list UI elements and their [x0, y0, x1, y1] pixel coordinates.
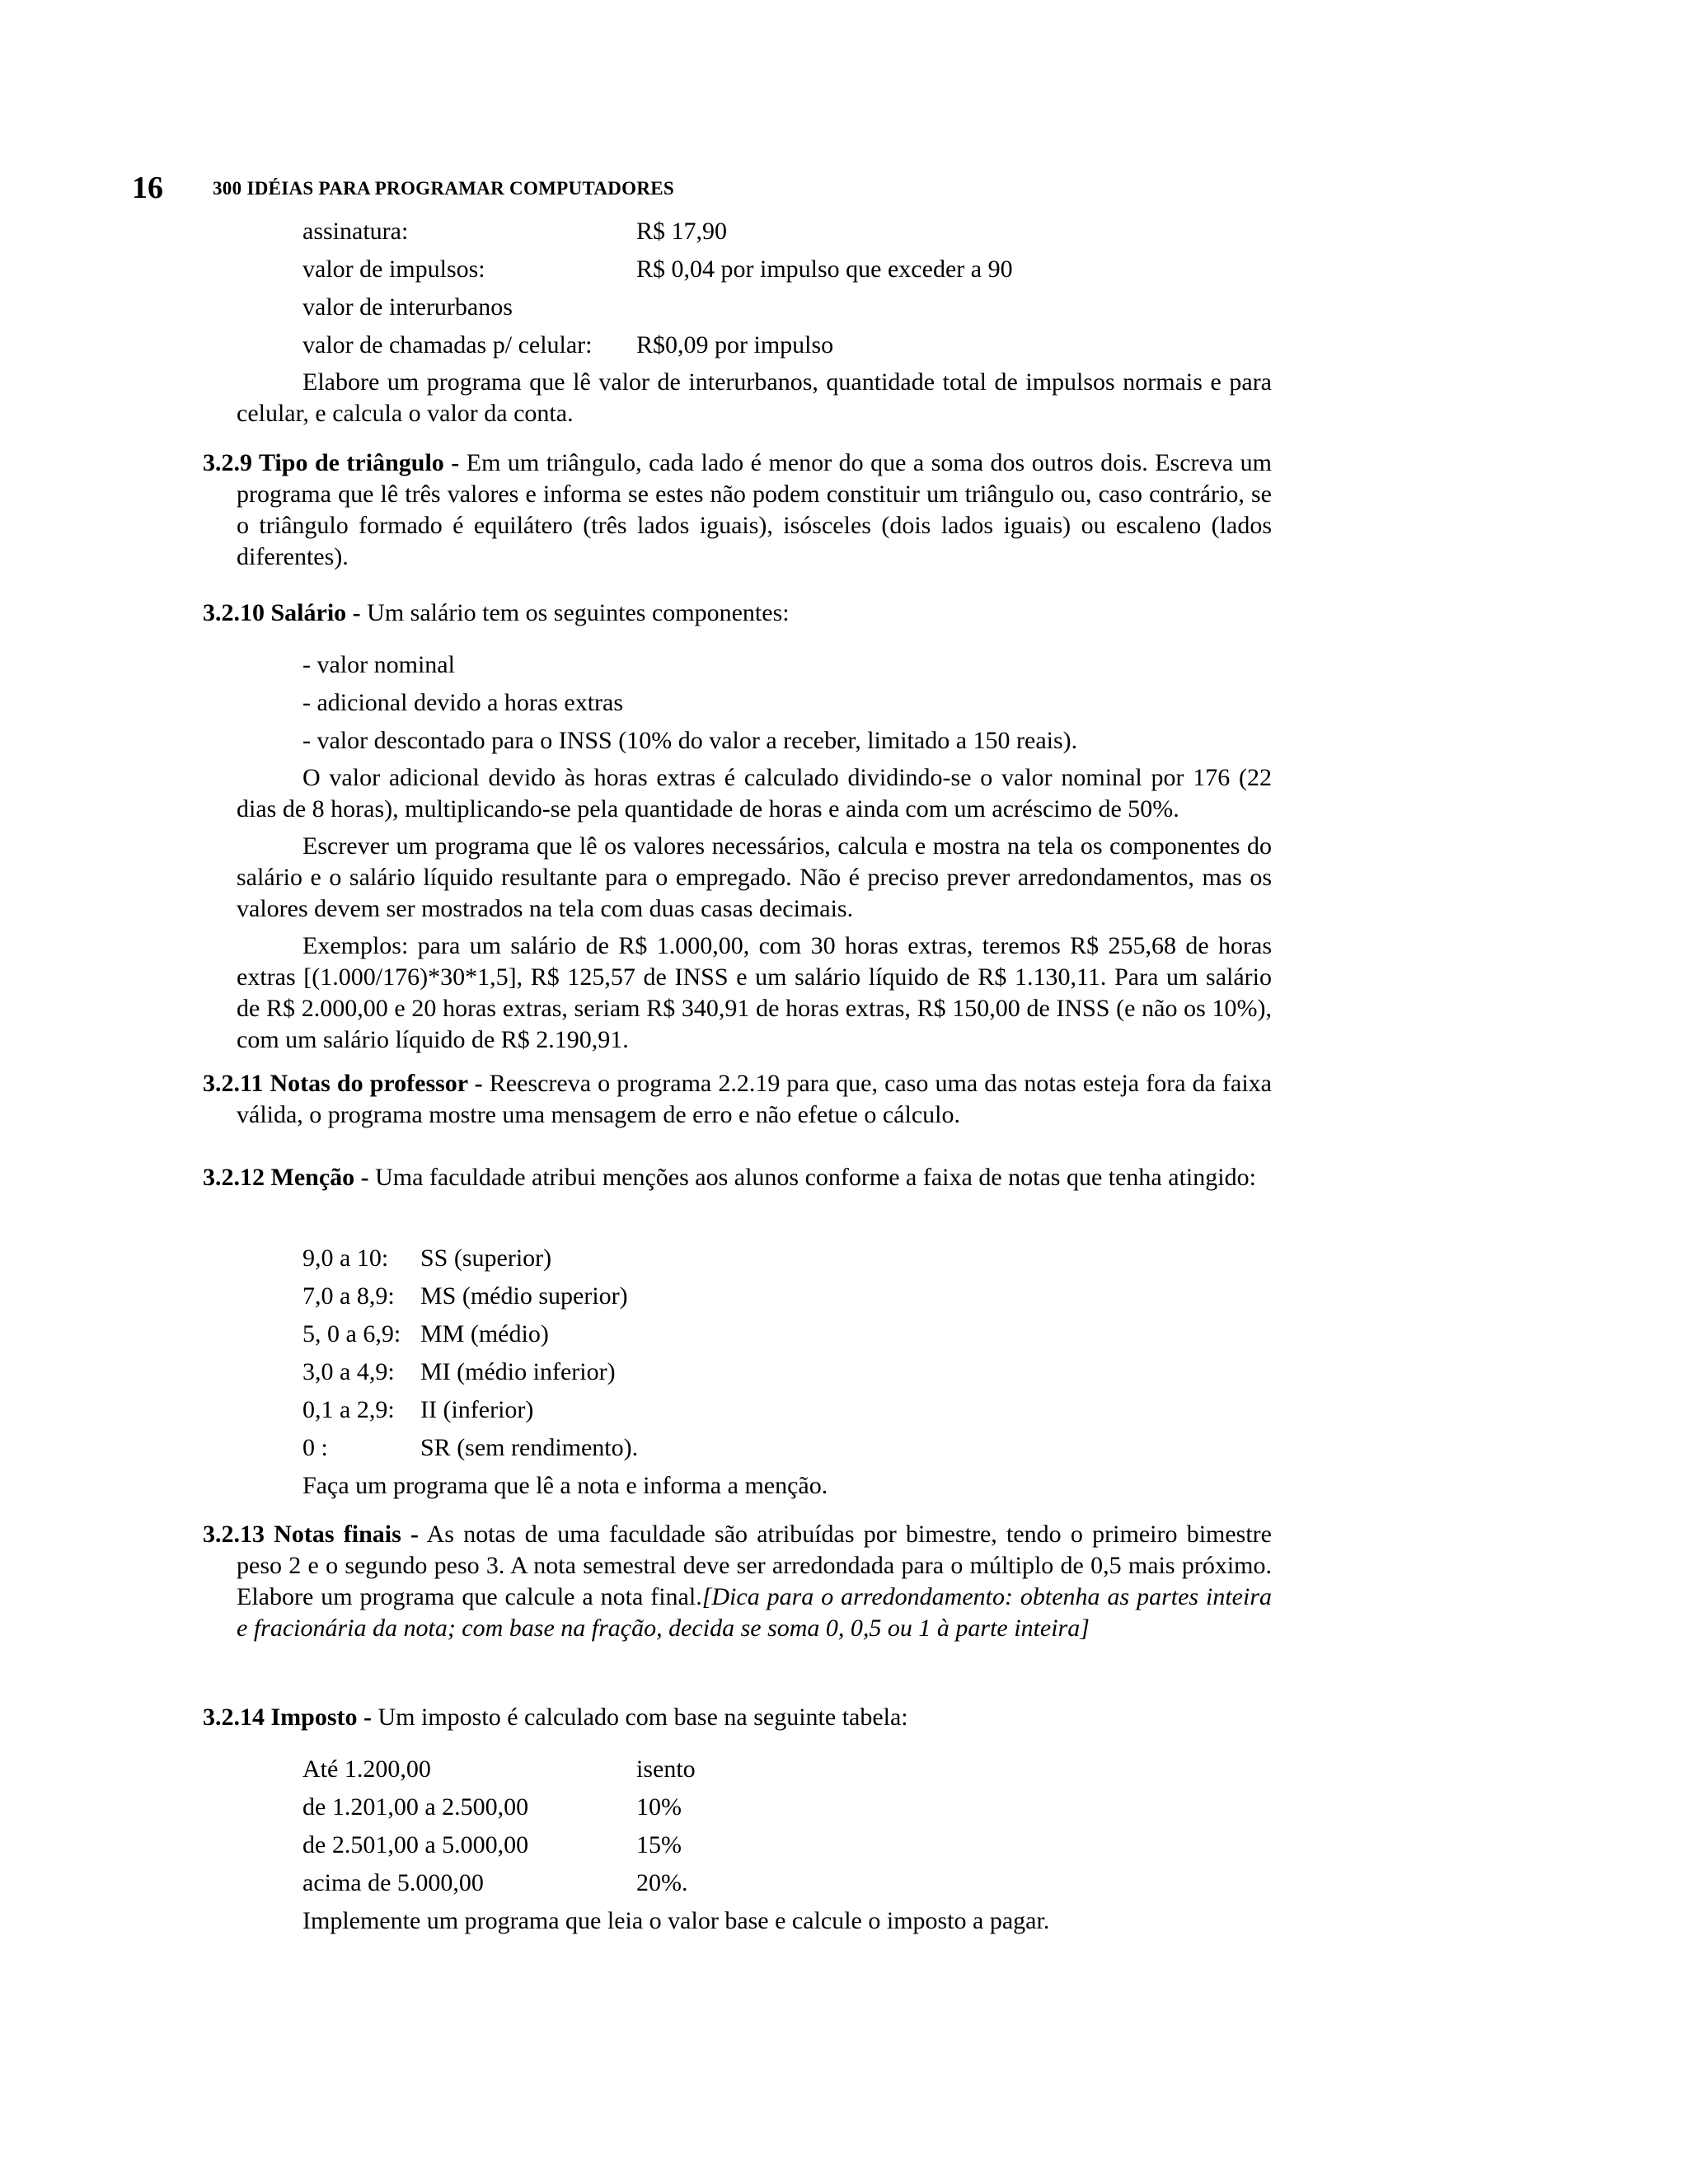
task-text: Implemente um programa que leia o valor base e calcule o imposto a pagar.: [302, 1907, 1050, 1934]
section-heading: 3.2.10 Salário -: [203, 599, 361, 626]
section-3-2-13: [203, 1519, 1272, 1644]
section-heading: 3.2.13 Notas finais -: [203, 1521, 420, 1548]
tax-rate: 20%.: [636, 1869, 688, 1896]
phone-item-label: valor de impulsos:: [302, 255, 485, 283]
phone-item-label: assinatura:: [302, 218, 409, 245]
section-text: As notas de uma faculdade são atribuídas por bimestre, tendo o primeiro bimestre peso 2 e o segundo peso 3. A nota semestral deve ser arredondada para o múltiplo de 0,5 mais próximo. Elabore um programa que calcule a nota final.: [237, 1521, 1272, 1610]
grade-mention: SR (sem rendimento).: [420, 1434, 639, 1461]
tax-rate: 15%: [636, 1831, 682, 1858]
grade-range: 0,1 a 2,9:: [302, 1396, 395, 1423]
paragraph: Escrever um programa que lê os valores necessários, calcula e mostra na tela os componentes do salário e o salário líquido resultante para o empregado. Não é preciso prever arredondamentos, mas os valores devem ser mostrados na tela com duas casas decimais.: [237, 832, 1272, 922]
section-heading: 3.2.9 Tipo de triângulo -: [203, 449, 460, 476]
grade-range: 5, 0 a 6,9:: [302, 1320, 401, 1347]
phone-item-label: valor de chamadas p/ celular:: [302, 331, 593, 359]
page-number: 16: [132, 171, 163, 205]
tax-range: de 1.201,00 a 2.500,00: [302, 1793, 529, 1821]
grade-range: 3,0 a 4,9:: [302, 1358, 395, 1385]
section-3-2-11: [203, 1068, 1272, 1131]
list-item: - adicional devido a horas extras: [302, 689, 624, 716]
section-text: Uma faculdade atribui menções aos alunos conforme a faixa de notas que tenha atingido:: [368, 1164, 1256, 1191]
section-heading: 3.2.12 Menção -: [203, 1164, 369, 1191]
section-heading: 3.2.11 Notas do professor -: [203, 1070, 483, 1097]
phone-item-value: R$ 17,90: [636, 218, 728, 245]
phone-item-value: R$0,09 por impulso: [636, 331, 834, 359]
tax-range: acima de 5.000,00: [302, 1869, 484, 1896]
grade-mention: II (inferior): [420, 1396, 534, 1423]
tax-range: Até 1.200,00: [302, 1755, 431, 1783]
phone-item-label: valor de interurbanos: [302, 293, 513, 321]
paragraph: Exemplos: para um salário de R$ 1.000,00, com 30 horas extras, teremos R$ 255,68 de horas extras [(1.000/176)*30*1,5], R$ 125,57 de INSS e um salário líquido de R$ 1.130,11. Para um salário de R$ 2.000,00 e 20 horas extras, seriam R$ 340,91 de horas extras, R$ 150,00 de INSS (e não os 10%), com um salário líquido de R$ 2.190,91.: [237, 932, 1272, 1053]
book-title: 300 IDÉIAS PARA PROGRAMAR COMPUTADORES: [213, 178, 674, 199]
task-text: Faça um programa que lê a nota e informa a menção.: [302, 1472, 828, 1499]
list-item: - valor nominal: [302, 651, 455, 678]
section-3-2-10: [203, 598, 1272, 629]
page-header: [132, 170, 674, 206]
grade-mention: MS (médio superior): [420, 1282, 628, 1310]
grade-range: 9,0 a 10:: [302, 1244, 389, 1272]
tax-rate: isento: [636, 1755, 696, 1783]
tax-rate: 10%: [636, 1793, 682, 1821]
grade-range: 0 :: [302, 1434, 328, 1461]
list-item: - valor descontado para o INSS (10% do valor a receber, limitado a 150 reais).: [302, 727, 1078, 754]
paragraph: O valor adicional devido às horas extras é calculado dividindo-se o valor nominal por 176 (22 dias de 8 horas), multiplicando-se pela quantidade de horas e ainda com um acréscimo de 50%.: [237, 764, 1272, 823]
section-text: Um imposto é calculado com base na seguinte tabela:: [372, 1704, 908, 1731]
phone-task: Elabore um programa que lê valor de interurbanos, quantidade total de impulsos normais e para celular, e calcula o valor da conta.: [237, 368, 1272, 427]
grade-range: 7,0 a 8,9:: [302, 1282, 395, 1310]
section-hint: [Dica para o arredondamento: obtenha as partes inteira e fracionária da nota; com base na fração, decida se soma 0, 0,5 ou 1 à parte inteira]: [237, 1583, 1272, 1642]
grade-mention: MM (médio): [420, 1320, 549, 1347]
grade-mention: MI (médio inferior): [420, 1358, 616, 1385]
section-3-2-12: [203, 1162, 1272, 1193]
section-3-2-9: [203, 448, 1272, 573]
tax-range: de 2.501,00 a 5.000,00: [302, 1831, 529, 1858]
section-text: Um salário tem os seguintes componentes:: [360, 599, 790, 626]
section-3-2-14: [203, 1702, 1272, 1733]
phone-item-value: R$ 0,04 por impulso que exceder a 90: [636, 255, 1013, 283]
section-text: Em um triângulo, cada lado é menor do que a soma dos outros dois. Escreva um programa que lê três valores e informa se estes não podem constituir um triângulo ou, caso contrário, se o triângulo formado é equilátero (três lados iguais), isósceles (dois lados iguais) ou escaleno (lados diferentes).: [237, 449, 1273, 570]
grade-mention: SS (superior): [420, 1244, 552, 1272]
section-heading: 3.2.14 Imposto -: [203, 1704, 373, 1731]
section-text: Reescreva o programa 2.2.19 para que, caso uma das notas esteja fora da faixa válida, o programa mostre uma mensagem de erro e não efetue o cálculo.: [237, 1070, 1272, 1128]
